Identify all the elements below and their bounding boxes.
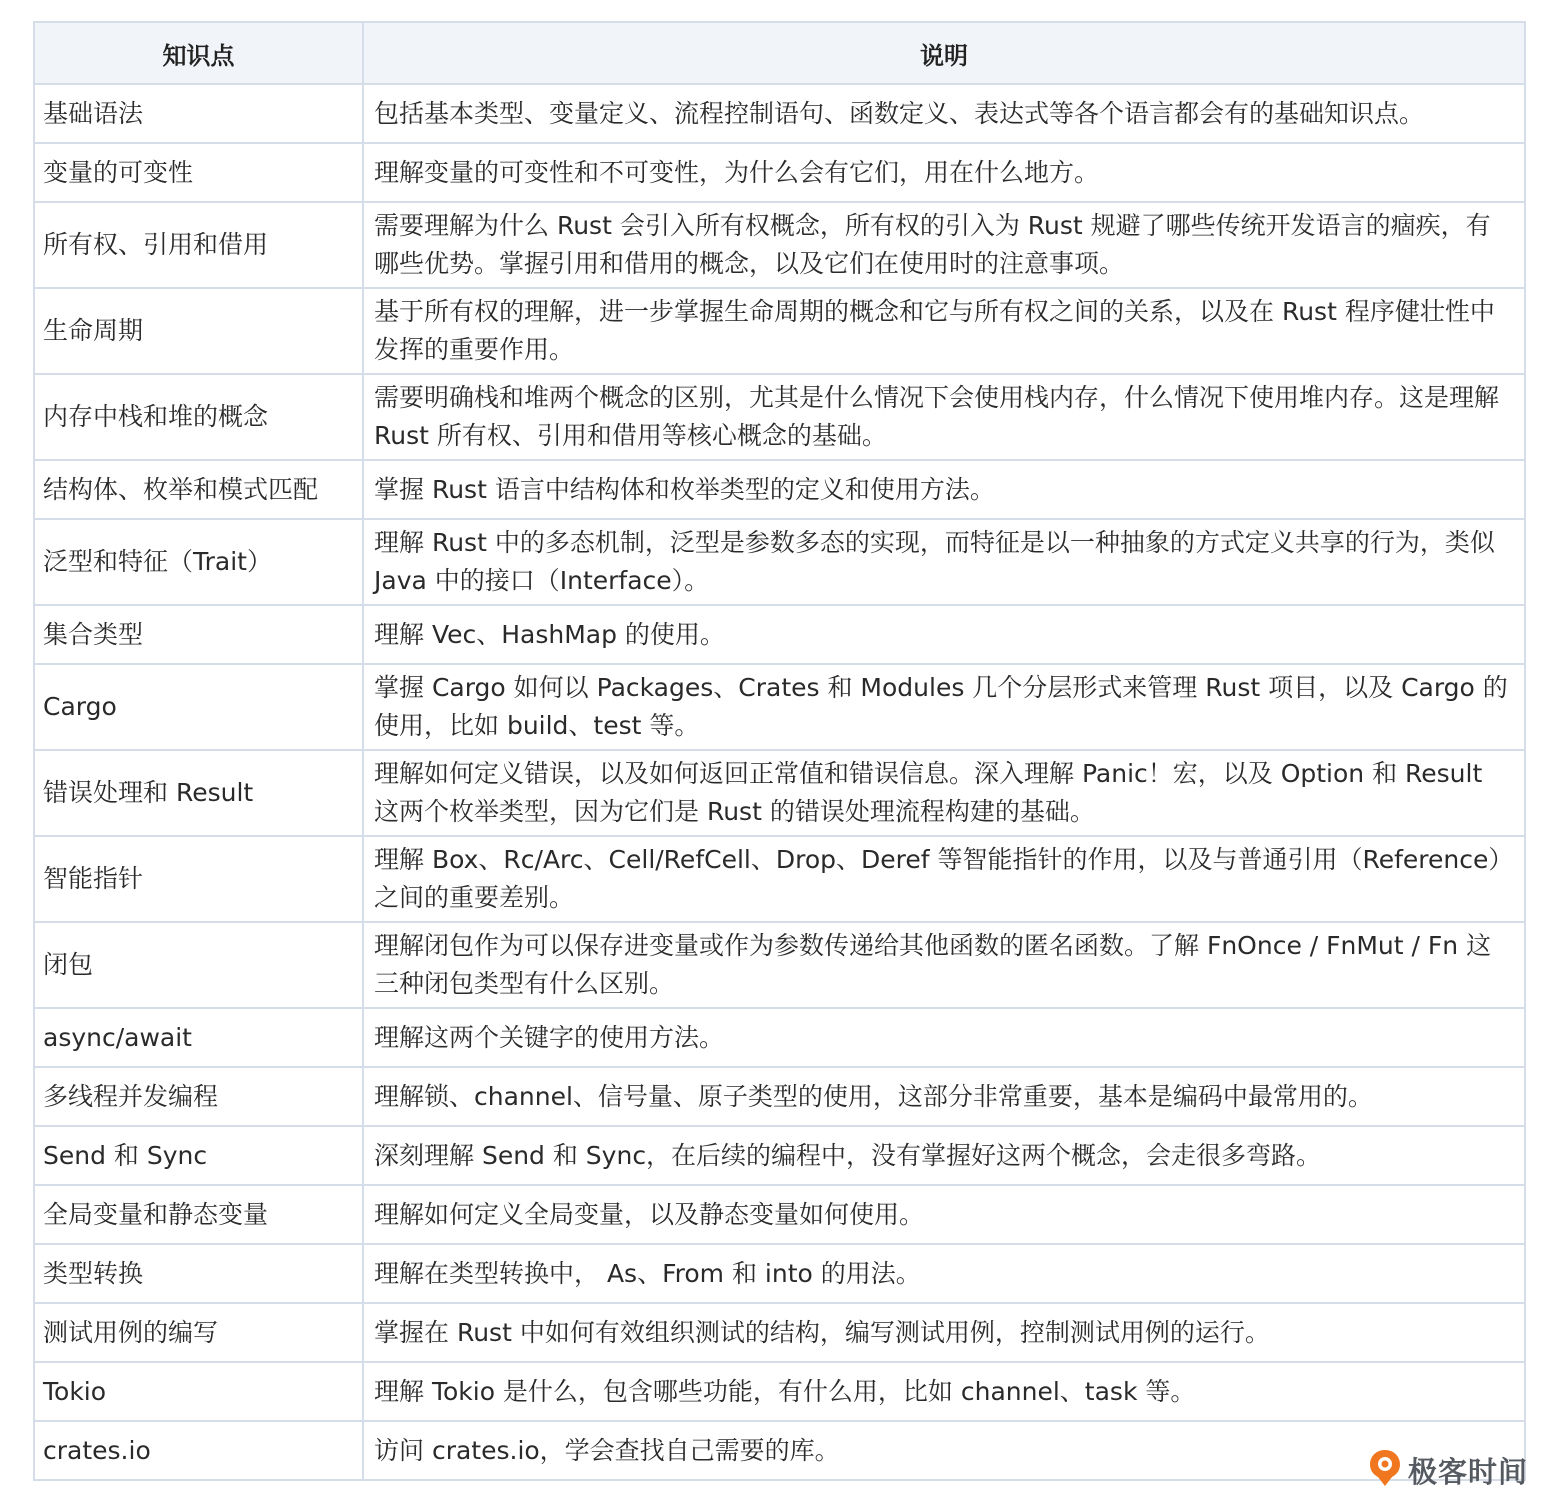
- table-row: [34, 202, 1525, 288]
- table-row: [34, 1362, 1525, 1421]
- description-cell: 理解 Rust 中的多态机制，泛型是参数多态的实现，而特征是以一种抽象的方式定义共享的行为，类似 Java 中的接口（Interface）。: [363, 519, 1525, 605]
- header-description: 说明: [363, 22, 1525, 84]
- description-cell: 理解如何定义全局变量，以及静态变量如何使用。: [363, 1185, 1525, 1244]
- description-cell: 访问 crates.io，学会查找自己需要的库。: [363, 1421, 1525, 1480]
- description-cell: 掌握 Rust 语言中结构体和枚举类型的定义和使用方法。: [363, 460, 1525, 519]
- table-row: [34, 1421, 1525, 1480]
- geektime-logo-icon: [1368, 1448, 1402, 1492]
- topic-cell: 错误处理和 Result: [34, 750, 363, 836]
- table-row: [34, 1126, 1525, 1185]
- table-row: [34, 1008, 1525, 1067]
- table-row: [34, 143, 1525, 202]
- description-cell: 理解在类型转换中， As、From 和 into 的用法。: [363, 1244, 1525, 1303]
- table-row: [34, 1185, 1525, 1244]
- topic-cell: 集合类型: [34, 605, 363, 664]
- table-row: [34, 1244, 1525, 1303]
- description-cell: 掌握 Cargo 如何以 Packages、Crates 和 Modules 几个分层形式来管理 Rust 项目，以及 Cargo 的使用，比如 build、test 等。: [363, 664, 1525, 750]
- topic-cell: 智能指针: [34, 836, 363, 922]
- table-row: [34, 922, 1525, 1008]
- topic-cell: 多线程并发编程: [34, 1067, 363, 1126]
- table-header-row: [34, 22, 1525, 84]
- description-cell: 理解锁、channel、信号量、原子类型的使用，这部分非常重要，基本是编码中最常用的。: [363, 1067, 1525, 1126]
- knowledge-table: [33, 21, 1526, 1481]
- description-cell: 理解这两个关键字的使用方法。: [363, 1008, 1525, 1067]
- description-cell: 理解变量的可变性和不可变性，为什么会有它们，用在什么地方。: [363, 143, 1525, 202]
- topic-cell: 所有权、引用和借用: [34, 202, 363, 288]
- topic-cell: 结构体、枚举和模式匹配: [34, 460, 363, 519]
- topic-cell: Cargo: [34, 664, 363, 750]
- topic-cell: Send 和 Sync: [34, 1126, 363, 1185]
- table-row: [34, 84, 1525, 143]
- table-row: [34, 1303, 1525, 1362]
- table-row: [34, 605, 1525, 664]
- description-cell: 包括基本类型、变量定义、流程控制语句、函数定义、表达式等各个语言都会有的基础知识点。: [363, 84, 1525, 143]
- description-cell: 掌握在 Rust 中如何有效组织测试的结构，编写测试用例，控制测试用例的运行。: [363, 1303, 1525, 1362]
- table-body: [34, 84, 1525, 1480]
- table-row: [34, 288, 1525, 374]
- description-cell: 理解如何定义错误，以及如何返回正常值和错误信息。深入理解 Panic！宏，以及 Option 和 Result 这两个枚举类型，因为它们是 Rust 的错误处理流程构建的基础。: [363, 750, 1525, 836]
- topic-cell: 类型转换: [34, 1244, 363, 1303]
- topic-cell: 生命周期: [34, 288, 363, 374]
- description-cell: 理解 Box、Rc/Arc、Cell/RefCell、Drop、Deref 等智能指针的作用，以及与普通引用（Reference）之间的重要差别。: [363, 836, 1525, 922]
- table-row: [34, 1067, 1525, 1126]
- topic-cell: 全局变量和静态变量: [34, 1185, 363, 1244]
- description-cell: 理解闭包作为可以保存进变量或作为参数传递给其他函数的匿名函数。了解 FnOnce / FnMut / Fn 这三种闭包类型有什么区别。: [363, 922, 1525, 1008]
- brand-name: 极客时间: [1408, 1454, 1529, 1489]
- description-cell: 深刻理解 Send 和 Sync，在后续的编程中，没有掌握好这两个概念，会走很多弯路。: [363, 1126, 1525, 1185]
- description-cell: 理解 Tokio 是什么，包含哪些功能，有什么用，比如 channel、task 等。: [363, 1362, 1525, 1421]
- description-cell: 需要明确栈和堆两个概念的区别，尤其是什么情况下会使用栈内存，什么情况下使用堆内存。这是理解 Rust 所有权、引用和借用等核心概念的基础。: [363, 374, 1525, 460]
- table-row: [34, 519, 1525, 605]
- topic-cell: 泛型和特征（Trait）: [34, 519, 363, 605]
- description-cell: 理解 Vec、HashMap 的使用。: [363, 605, 1525, 664]
- description-cell: 基于所有权的理解，进一步掌握生命周期的概念和它与所有权之间的关系，以及在 Rust 程序健壮性中发挥的重要作用。: [363, 288, 1525, 374]
- topic-cell: async/await: [34, 1008, 363, 1067]
- topic-cell: crates.io: [34, 1421, 363, 1480]
- description-cell: 需要理解为什么 Rust 会引入所有权概念，所有权的引入为 Rust 规避了哪些传统开发语言的痼疾，有哪些优势。掌握引用和借用的概念，以及它们在使用时的注意事项。: [363, 202, 1525, 288]
- table-row: [34, 836, 1525, 922]
- table-row: [34, 460, 1525, 519]
- topic-cell: 内存中栈和堆的概念: [34, 374, 363, 460]
- table-row: [34, 750, 1525, 836]
- table-row: [34, 664, 1525, 750]
- topic-cell: Tokio: [34, 1362, 363, 1421]
- topic-cell: 基础语法: [34, 84, 363, 143]
- topic-cell: 测试用例的编写: [34, 1303, 363, 1362]
- header-topic: 知识点: [34, 22, 363, 84]
- brand-logo: [1368, 1450, 1528, 1490]
- topic-cell: 闭包: [34, 922, 363, 1008]
- topic-cell: 变量的可变性: [34, 143, 363, 202]
- table-row: [34, 374, 1525, 460]
